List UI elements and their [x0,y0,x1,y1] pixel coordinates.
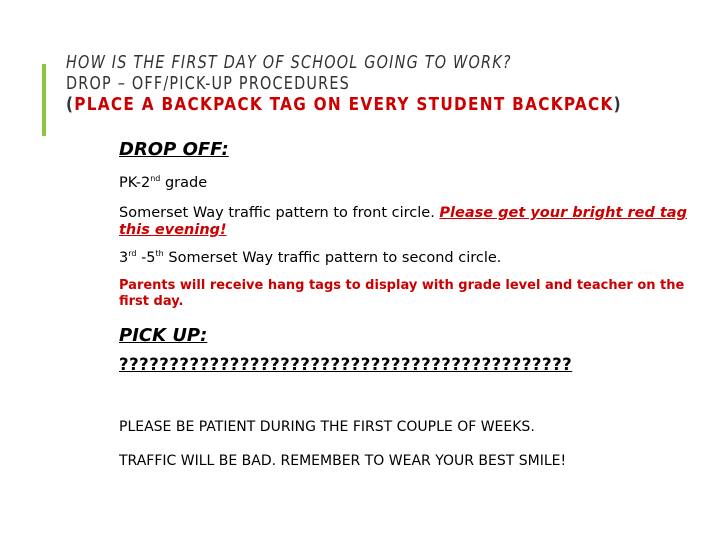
drop-off-grade-3-5 [119,250,699,267]
ordinal-suffix: th [155,249,164,259]
traffic-smile-note: TRAFFIC WILL BE BAD. REMEMBER TO WEAR YOUR BEST SMILE! [119,453,567,469]
backpack-tag-instruction: PLACE A BACKPACK TAG ON EVERY STUDENT BACKPACK [74,94,614,115]
patience-note: PLEASE BE PATIENT DURING THE FIRST COUPLE OF WEEKS. [119,419,535,435]
slide-body [119,138,699,470]
accent-bar [42,64,46,136]
traffic-text: Somerset Way traffic pattern to second circle. [163,250,502,266]
red-tag-alert: Please get your bright red tag this evening! [119,205,687,238]
pick-up-heading: PICK UP: [119,325,208,346]
grade-text: 3 [119,250,129,266]
title-paren-close: ) [613,94,622,115]
ordinal-suffix: rd [128,249,137,259]
title-paren-open: ( [66,94,75,115]
slide-title [66,52,720,115]
traffic-text: Somerset Way traffic pattern to front circle. [119,205,440,221]
drop-off-grade-pk2 [119,175,699,192]
parents-hang-tag-note: Parents will receive hang tags to display with grade level and teacher on the first day. [119,278,685,309]
drop-off-heading: DROP OFF: [119,139,229,160]
grade-text: PK-2 [119,175,151,191]
title-line-3 [66,94,622,115]
grade-text: -5 [136,250,156,266]
grade-text: grade [160,175,208,191]
drop-off-traffic-front-circle [119,205,699,239]
ordinal-suffix: nd [150,174,161,184]
pick-up-placeholder: ????????????????????????????????????????????? [119,355,573,374]
title-line-1: HOW IS THE FIRST DAY OF SCHOOL GOING TO WORK? [66,52,512,73]
title-line-2: DROP – OFF/PICK-UP PROCEDURES [66,73,350,94]
